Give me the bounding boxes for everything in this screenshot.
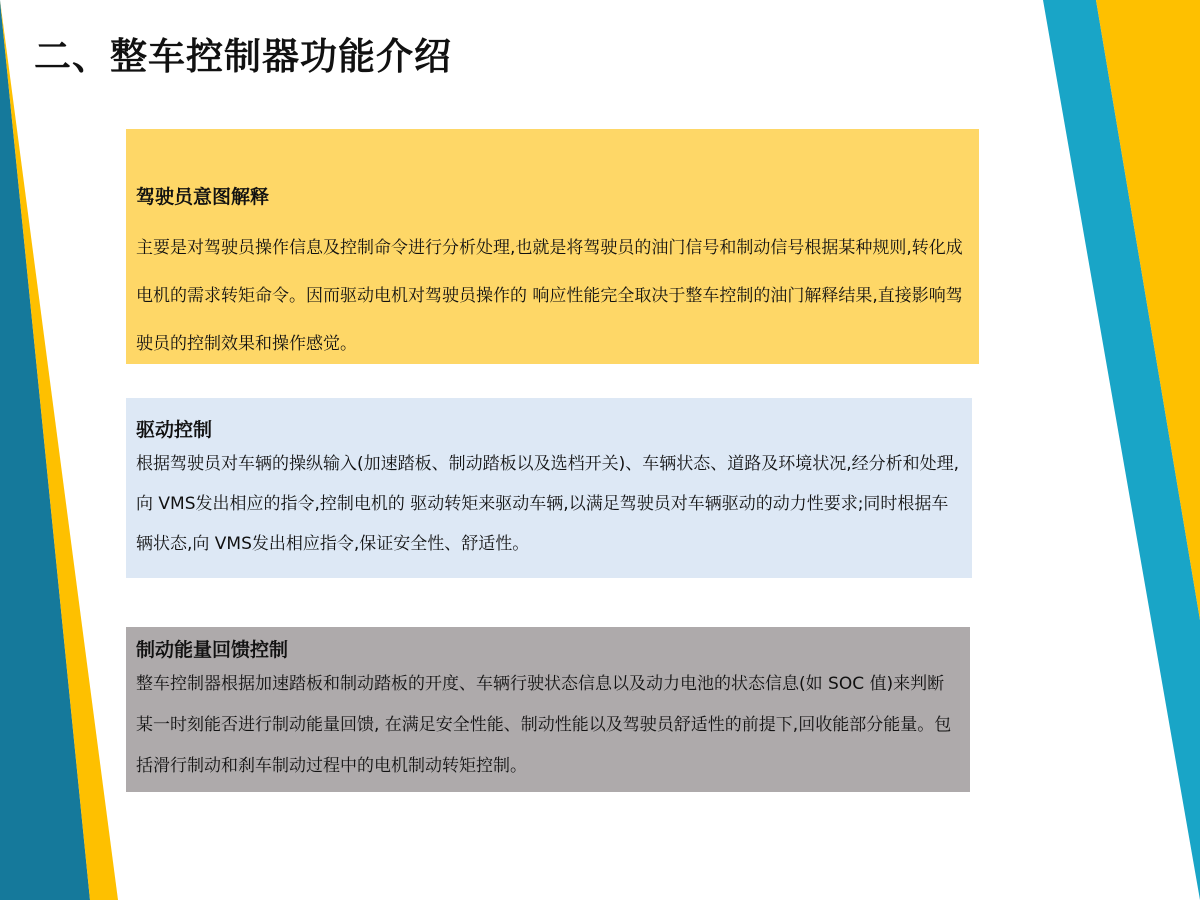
section-body: 根据驾驶员对车辆的操纵输入(加速踏板、制动踏板以及选档开关)、车辆状态、道路及环境状况,经分析和处理,向 VMS发出相应的指令,控制电机的 驱动转矩来驱动车辆,以满足驾驶员对车辆驱动的动力性要求;同时根据车辆状态,向 VMS发出相应指令,保证安全性、舒适性。 bbox=[136, 454, 960, 554]
section-heading: 制动能量回馈控制 bbox=[136, 639, 289, 661]
section-drive-control bbox=[126, 398, 972, 578]
section-driver-intent bbox=[126, 129, 979, 364]
page-title: 二、整车控制器功能介绍 bbox=[34, 35, 452, 78]
section-regen-braking bbox=[126, 627, 970, 792]
section-body: 主要是对驾驶员操作信息及控制命令进行分析处理,也就是将驾驶员的油门信号和制动信号根据某种规则,转化成电机的需求转矩命令。因而驱动电机对驾驶员操作的 响应性能完全取决于整车控制的油门解释结果,直接影响驾驶员的控制效果和操作感觉。 bbox=[136, 238, 963, 354]
section-heading: 驱动控制 bbox=[136, 419, 213, 441]
section-body: 整车控制器根据加速踏板和制动踏板的开度、车辆行驶状态信息以及动力电池的状态信息(如 SOC 值)来判断某一时刻能否进行制动能量回馈, 在满足安全性能、制动性能以及驾驶员舒适性的前提下,回收能部分能量。包括滑行制动和刹车制动过程中的电机制动转矩控制。 bbox=[136, 674, 952, 776]
section-heading: 驾驶员意图解释 bbox=[136, 186, 270, 208]
